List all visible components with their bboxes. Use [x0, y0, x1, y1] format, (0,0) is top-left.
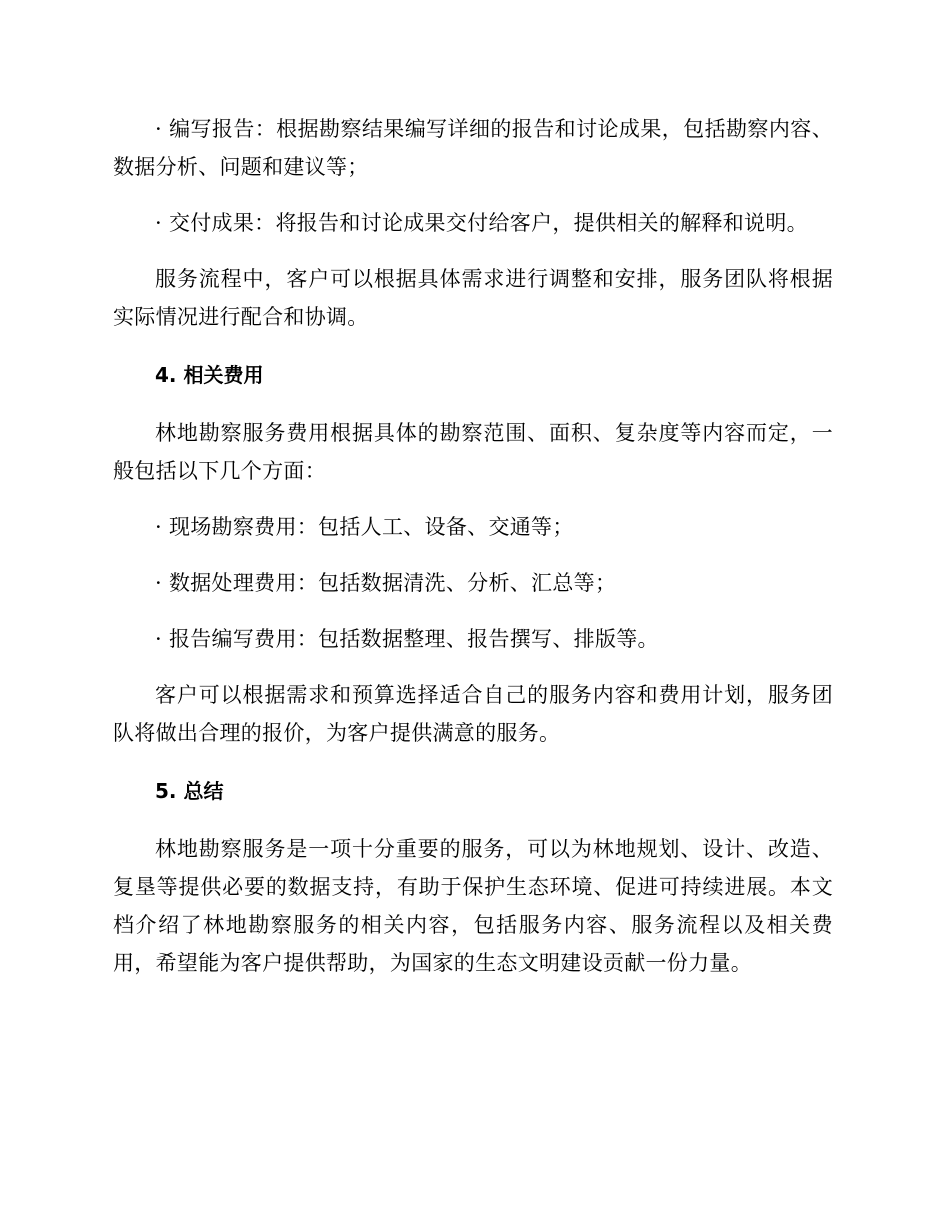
fees-bullet-survey: · 现场勘察费用：包括人工、设备、交通等；: [155, 515, 574, 539]
fees-bullet-data: · 数据处理费用：包括数据清洗、分析、汇总等；: [155, 571, 617, 595]
fees-heading: 4. 相关费用: [155, 363, 264, 387]
summary-heading: 5. 总结: [155, 779, 224, 803]
process-bullet-delivery: · 交付成果：将报告和讨论成果交付给客户，提供相关的解释和说明。: [155, 211, 808, 235]
fees-bullet-report: · 报告编写费用：包括数据整理、报告撰写、排版等。: [155, 627, 659, 651]
document-page: [113, 110, 833, 982]
fees-note: 客户可以根据需求和预算选择适合自己的服务内容和费用计划，服务团队将做出合理的报价，为客户提供满意的服务。: [113, 683, 833, 745]
process-note: 服务流程中，客户可以根据具体需求进行调整和安排，服务团队将根据实际情况进行配合和协调。: [113, 267, 833, 329]
fees-intro: 林地勘察服务费用根据具体的勘察范围、面积、复杂度等内容而定，一般包括以下几个方面：: [113, 421, 833, 483]
summary-text: 林地勘察服务是一项十分重要的服务，可以为林地规划、设计、改造、复垦等提供必要的数据支持，有助于保护生态环境、促进可持续进展。本文档介绍了林地勘察服务的相关内容，包括服务内容、服务流程以及相关费用，希望能为客户提供帮助，为国家的生态文明建设贡献一份力量。: [113, 837, 833, 975]
process-bullet-report: · 编写报告：根据勘察结果编写详细的报告和讨论成果，包括勘察内容、数据分析、问题和建议等；: [113, 117, 833, 179]
